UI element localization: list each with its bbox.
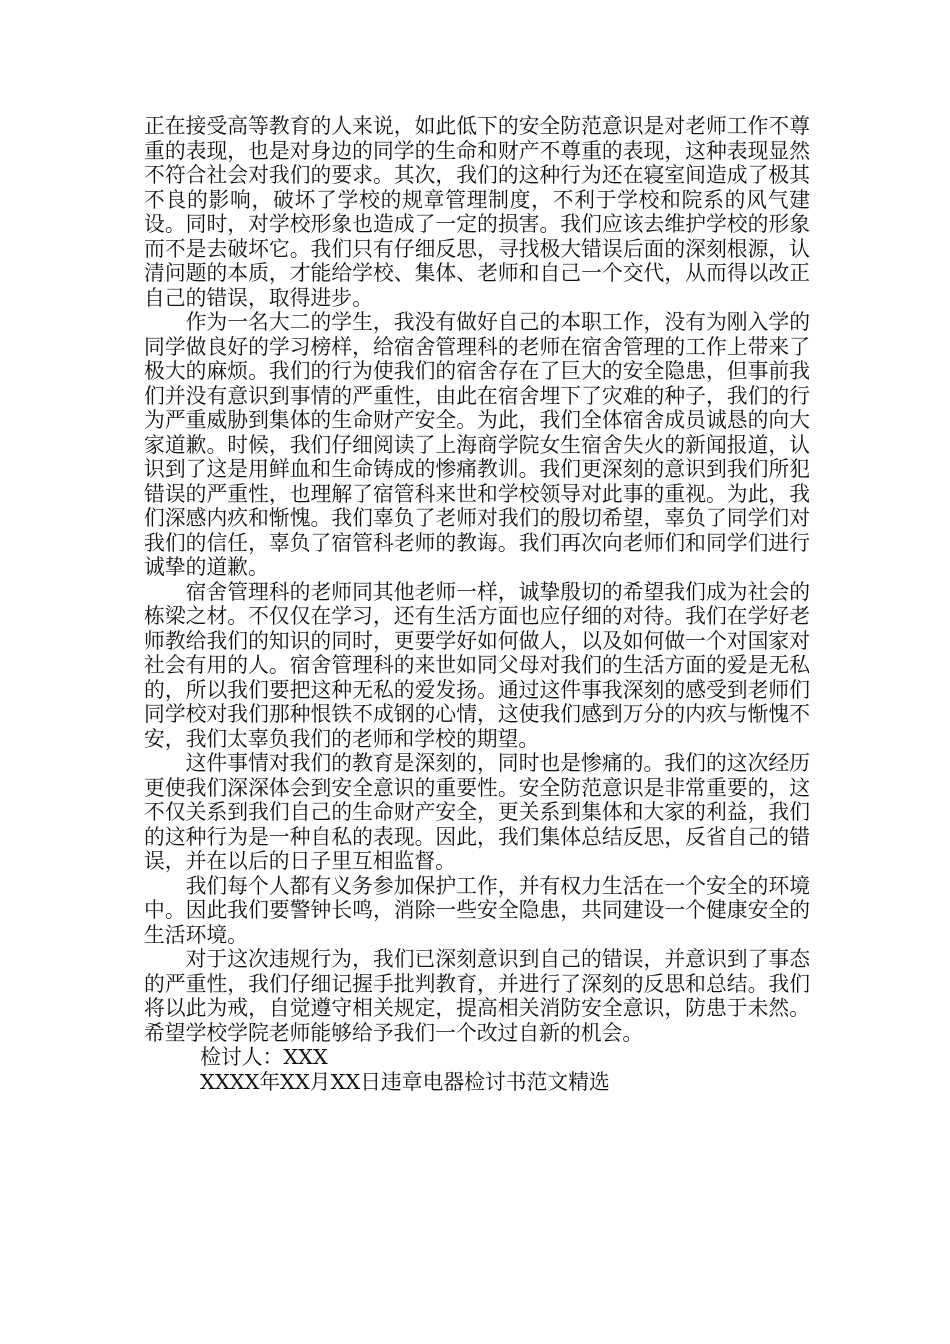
paragraph-1: 正在接受高等教育的人来说，如此低下的安全防范意识是对老师工作不尊重的表现，也是对身边的同学的生命和财产不尊重的表现，这种表现显然不符合社会对我们的要求。其次，我们的这种行为还在寝室间造成了极其不良的影响，破坏了学校的规章管理制度，不利于学校和院系的风气建设。同时，对学校形象也造成了一定的损害。我们应该去维护学校的形象而不是去破坏它。我们只有仔细反思，寻找极大错误后面的深刻根源，认清问题的本质，才能给学校、集体、老师和自己一个交代，从而得以改正自己的错误，取得进步。 xyxy=(144,114,810,310)
paragraph-3: 宿舍管理科的老师同其他老师一样，诚挚殷切的希望我们成为社会的栋梁之材。不仅仅在学习，还有生活方面也应仔细的对待。我们在学好老师教给我们的知识的同时，更要学好如何做人，以及如何做一个对国家对社会有用的人。宿舍管理科的来世如同父母对我们的生活方面的爱是无私的，所以我们要把这种无私的爱发扬。通过这件事我深刻的感受到老师们同学校对我们那种恨铁不成钢的心情，这使我们感到万分的内疚与惭愧不安，我们太辜负我们的老师和学校的期望。 xyxy=(144,579,810,751)
paragraph-6: 对于这次违规行为，我们已深刻意识到自己的错误，并意识到了事态的严重性，我们仔细记握手批判教育，并进行了深刻的反思和总结。我们将以此为戒，自觉遵守相关规定，提高相关消防安全意识，防患于未然。希望学校学院老师能够给予我们一个改过自新的机会。 xyxy=(144,947,810,1045)
paragraph-2: 作为一名大二的学生，我没有做好自己的本职工作，没有为刚入学的同学做良好的学习榜样，给宿舍管理科的老师在宿舍管理的工作上带来了极大的麻烦。我们的行为使我们的宿舍存在了巨大的安全隐患，但事前我们并没有意识到事情的严重性，由此在宿舍埋下了灾难的种子，我们的行为严重威胁到集体的生命财产安全。为此，我们全体宿舍成员诚恳的向大家道歉。时候，我们仔细阅读了上海商学院女生宿舍失火的新闻报道，认识到了这是用鲜血和生命铸成的惨痛教训。我们更深刻的意识到我们所犯错误的严重性，也理解了宿管科来世和学校领导对此事的重视。为此，我们深感内疚和惭愧。我们辜负了老师对我们的殷切希望，辜负了同学们对我们的信任，辜负了宿管科老师的教诲。我们再次向老师们和同学们进行诚挚的道歉。 xyxy=(144,310,810,579)
date-title-line: XXXX年XX月XX日违章电器检讨书范文精选 xyxy=(200,1069,610,1094)
paragraph-4: 这件事情对我们的教育是深刻的，同时也是惨痛的。我们的这次经历更使我们深深体会到安全意识的重要性。安全防范意识是非常重要的，这不仅关系到我们自己的生命财产安全，更关系到集体和大家的利益，我们的这种行为是一种自私的表现。因此，我们集体总结反思，反省自己的错误，并在以后的日子里互相监督。 xyxy=(144,751,810,873)
signature-line: 检讨人：XXX xyxy=(200,1045,328,1069)
paragraph-5: 我们每个人都有义务参加保护工作，并有权力生活在一个安全的环境中。因此我们要警钟长鸣，消除一些安全隐患，共同建设一个健康安全的生活环境。 xyxy=(144,873,810,947)
document-page xyxy=(144,114,810,1094)
